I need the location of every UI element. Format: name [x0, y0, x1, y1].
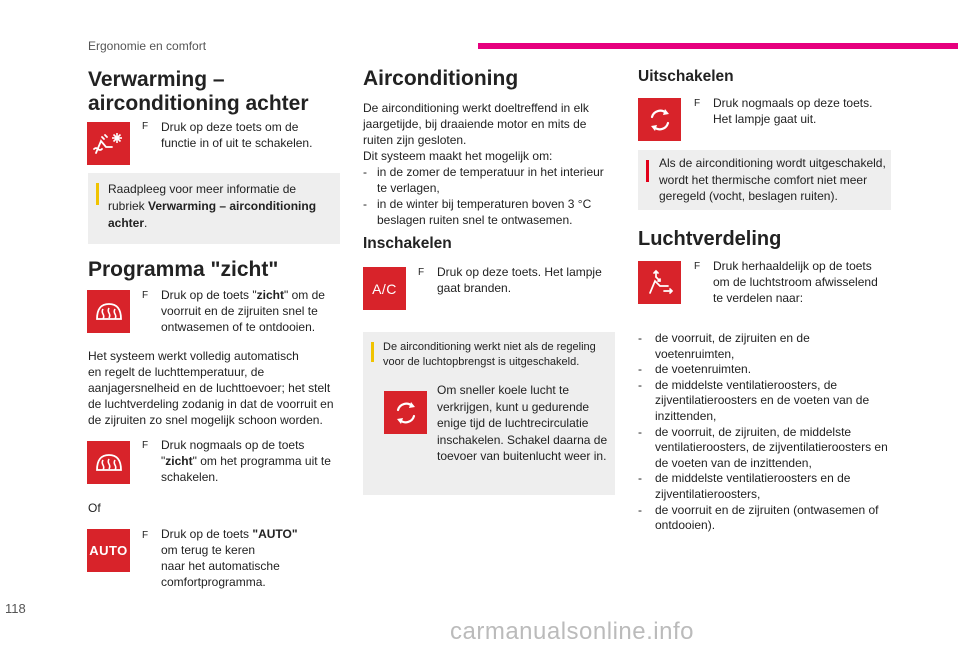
distribution-list — [638, 331, 898, 534]
ac-on-instruction — [437, 264, 602, 296]
dash-mark: - — [363, 197, 367, 211]
windscreen-demist-icon — [94, 301, 124, 323]
recirculation-off-button-icon — [638, 98, 681, 141]
text-line: Druk nogmaals op de toets — [161, 438, 305, 452]
distribution-title: Luchtverdeling — [638, 228, 782, 250]
auto-label: AUTO — [89, 543, 128, 558]
ac-button-icon — [363, 267, 406, 310]
reference-link: Verwarming – airconditioning — [148, 199, 317, 213]
text-line: comfortprogramma. — [161, 575, 266, 589]
text-fragment: " om de — [284, 288, 325, 302]
recirculation-icon — [647, 107, 673, 133]
text-line: voor de luchtopbrengst is uitgeschakeld. — [383, 356, 580, 368]
list-item — [638, 362, 898, 378]
zicht-exit-instruction — [161, 437, 331, 485]
title-line: airconditioning achter — [88, 92, 309, 115]
text-line — [161, 287, 325, 303]
text-fragment: " — [161, 454, 166, 468]
page-number: 118 — [5, 601, 26, 616]
on-title: Inschakelen — [363, 235, 452, 252]
text-line: de voeten van de inzittenden, — [655, 455, 812, 470]
text-line: te verlagen, — [377, 181, 440, 195]
title-line: Verwarming – — [88, 68, 225, 91]
bullet-mark: F — [142, 290, 149, 301]
text-line: de zijruiten zo snel mogelijk schoon worden. — [88, 413, 323, 427]
bullet-mark: F — [694, 98, 701, 109]
bullet-mark: F — [142, 121, 149, 132]
text-line: naar het automatische — [161, 559, 280, 573]
text-line: schakelen. — [161, 470, 219, 484]
text-fragment: . — [144, 216, 148, 230]
bullet-mark: F — [694, 261, 701, 272]
text-line: Het systeem werkt volledig automatisch — [88, 349, 299, 363]
text-line — [161, 453, 331, 469]
bullet-mark: F — [418, 267, 425, 278]
dash-mark: - — [638, 331, 642, 345]
text-fragment: " om het programma uit te — [192, 454, 331, 468]
watermark: carmanualsonline.info — [450, 618, 694, 645]
text-line: om terug te keren — [161, 543, 256, 557]
text-line: en regelt de luchttemperatuur, de — [88, 365, 265, 379]
text-line — [108, 215, 316, 232]
dash-mark: - — [638, 377, 642, 392]
text-line: ontdooien). — [655, 518, 716, 533]
text-line — [161, 526, 298, 542]
text-line: wordt het thermische comfort niet meer — [659, 172, 868, 187]
list-item — [638, 503, 898, 534]
text-line: jaargetijde, bij draaiende motor en mits de — [363, 117, 587, 131]
windscreen-demist-icon — [94, 452, 124, 474]
text-line: Druk herhaaldelijk op de toets — [713, 259, 872, 273]
text-line: in de winter bij temperaturen boven 3 °C — [377, 197, 592, 211]
dash-mark: - — [363, 165, 367, 179]
or-text: Of — [88, 501, 101, 515]
dash-mark: - — [638, 471, 642, 486]
warning-bar — [646, 160, 649, 182]
auto-instruction — [161, 526, 298, 590]
airco-title: Airconditioning — [363, 67, 519, 90]
recirculation-button-icon — [384, 391, 427, 434]
text-line: zijventilatieroosters, — [655, 486, 761, 501]
info-note — [88, 173, 340, 244]
list-item — [638, 378, 898, 425]
info-note-text — [108, 181, 316, 232]
emphasis: zicht — [165, 454, 193, 468]
bullet-mark: F — [142, 440, 149, 451]
rear-heating-title — [88, 68, 309, 116]
air-distribution-icon — [644, 269, 676, 297]
text-fragment: Druk op de toets " — [161, 288, 257, 302]
text-line: functie in of uit te schakelen. — [161, 136, 313, 150]
text-line: De airconditioning werkt doeltreffend in elk — [363, 101, 589, 115]
section-header: Ergonomie en comfort — [88, 39, 207, 53]
text-line: Om sneller koele lucht te — [437, 383, 570, 397]
text-line: Als de airconditioning wordt uitgeschakeld, — [659, 156, 886, 170]
text-line: Druk op deze toets om de — [161, 120, 299, 134]
text-line: Het lampje gaat uit. — [713, 112, 817, 126]
text-line: de middelste ventilatieroosters, de — [655, 377, 838, 392]
text-line: zijventilatieroosters en de voeten van de — [655, 393, 870, 408]
text-line: ontwasemen of te ontdooien. — [161, 320, 316, 334]
text-line: geregeld (vocht, beslagen ruiten). — [659, 189, 838, 203]
zicht-button-icon-2 — [87, 441, 130, 484]
text-line: te verdelen naar: — [713, 291, 804, 305]
text-line: Druk op deze toets. Het lampje — [437, 265, 602, 279]
zicht-title: Programma "zicht" — [88, 258, 279, 281]
text-line: toevoer van buitenlucht weer in. — [437, 449, 607, 463]
warning-text — [659, 155, 886, 205]
dash-mark: - — [638, 424, 642, 439]
text-line: gaat branden. — [437, 281, 512, 295]
text-line: de voetenruimten. — [655, 362, 752, 377]
text-line: voetenruimten, — [655, 346, 735, 361]
text-line: enige tijd de luchtrecirculatie — [437, 416, 589, 430]
rear-climate-instruction — [161, 119, 312, 151]
section-accent-bar — [478, 43, 958, 49]
list-item — [638, 471, 898, 502]
emphasis: zicht — [256, 288, 284, 302]
list-item — [638, 331, 898, 362]
text-line: inschakelen. Schakel daarna de — [437, 432, 608, 447]
text-line: Druk nogmaals op deze toets. — [713, 96, 873, 110]
info-bar — [96, 183, 99, 205]
rear-climate-button-icon — [87, 122, 130, 165]
dash-mark: - — [638, 362, 642, 377]
warning-note — [638, 150, 891, 210]
text-line: de middelste ventilatieroosters en de — [655, 471, 851, 486]
text-line: Raadpleeg voor meer informatie de — [108, 182, 297, 196]
text-line: ventilatieroosters, de zijventilatieroosters en — [655, 440, 888, 455]
reference-link: achter — [108, 216, 145, 230]
text-line: de voorruit en de zijruiten (ontwasemen of — [655, 502, 879, 517]
text-line: inzittenden, — [655, 408, 717, 423]
distribution-instruction — [713, 258, 878, 306]
text-line: De airconditioning werkt niet als de regeling — [383, 341, 596, 353]
text-fragment: rubriek — [108, 199, 149, 213]
zicht-instruction — [161, 287, 325, 335]
zicht-description — [88, 348, 334, 428]
text-line: om de luchtstroom afwisselend — [713, 275, 878, 289]
distribution-button-icon — [638, 261, 681, 304]
off-title: Uitschakelen — [638, 68, 734, 85]
airco-list — [363, 164, 613, 228]
text-line: beslagen ruiten snel te ontwasemen. — [377, 213, 573, 227]
list-item — [363, 164, 613, 196]
text-line: Dit systeem maakt het mogelijk om: — [363, 149, 553, 163]
dash-mark: - — [638, 502, 642, 517]
text-line: in de zomer de temperatuur in het interieur — [377, 165, 604, 179]
list-item — [638, 425, 898, 472]
airco-intro — [363, 100, 589, 164]
recirculation-text — [437, 382, 607, 465]
auto-button-icon — [87, 529, 130, 572]
text-line — [108, 198, 316, 215]
recirculation-icon — [393, 400, 419, 426]
text-line: de voorruit, de zijruiten, de middelste — [655, 424, 852, 439]
rear-seat-fan-icon — [92, 131, 126, 157]
ac-info-text — [383, 340, 596, 370]
list-item — [363, 196, 613, 228]
text-line: aanjagersnelheid en de luchttoevoer; het stelt — [88, 381, 331, 395]
text-fragment: Druk op de toets — [161, 527, 253, 541]
text-line: de voorruit, de zijruiten en de — [655, 331, 810, 345]
info-bar — [371, 342, 374, 362]
zicht-button-icon — [87, 290, 130, 333]
ac-info-note — [363, 332, 615, 495]
text-line: ruiten zijn gesloten. — [363, 133, 467, 147]
emphasis: "AUTO" — [252, 527, 298, 541]
text-line: verkrijgen, kunt u gedurende — [437, 399, 590, 414]
ac-label: A/C — [372, 280, 397, 297]
text-line: voorruit en de zijruiten snel te — [161, 304, 318, 318]
bullet-mark: F — [142, 530, 149, 541]
text-line: de luchtverdeling zodanig in dat de voorruit en — [88, 397, 334, 411]
off-instruction — [713, 95, 872, 127]
